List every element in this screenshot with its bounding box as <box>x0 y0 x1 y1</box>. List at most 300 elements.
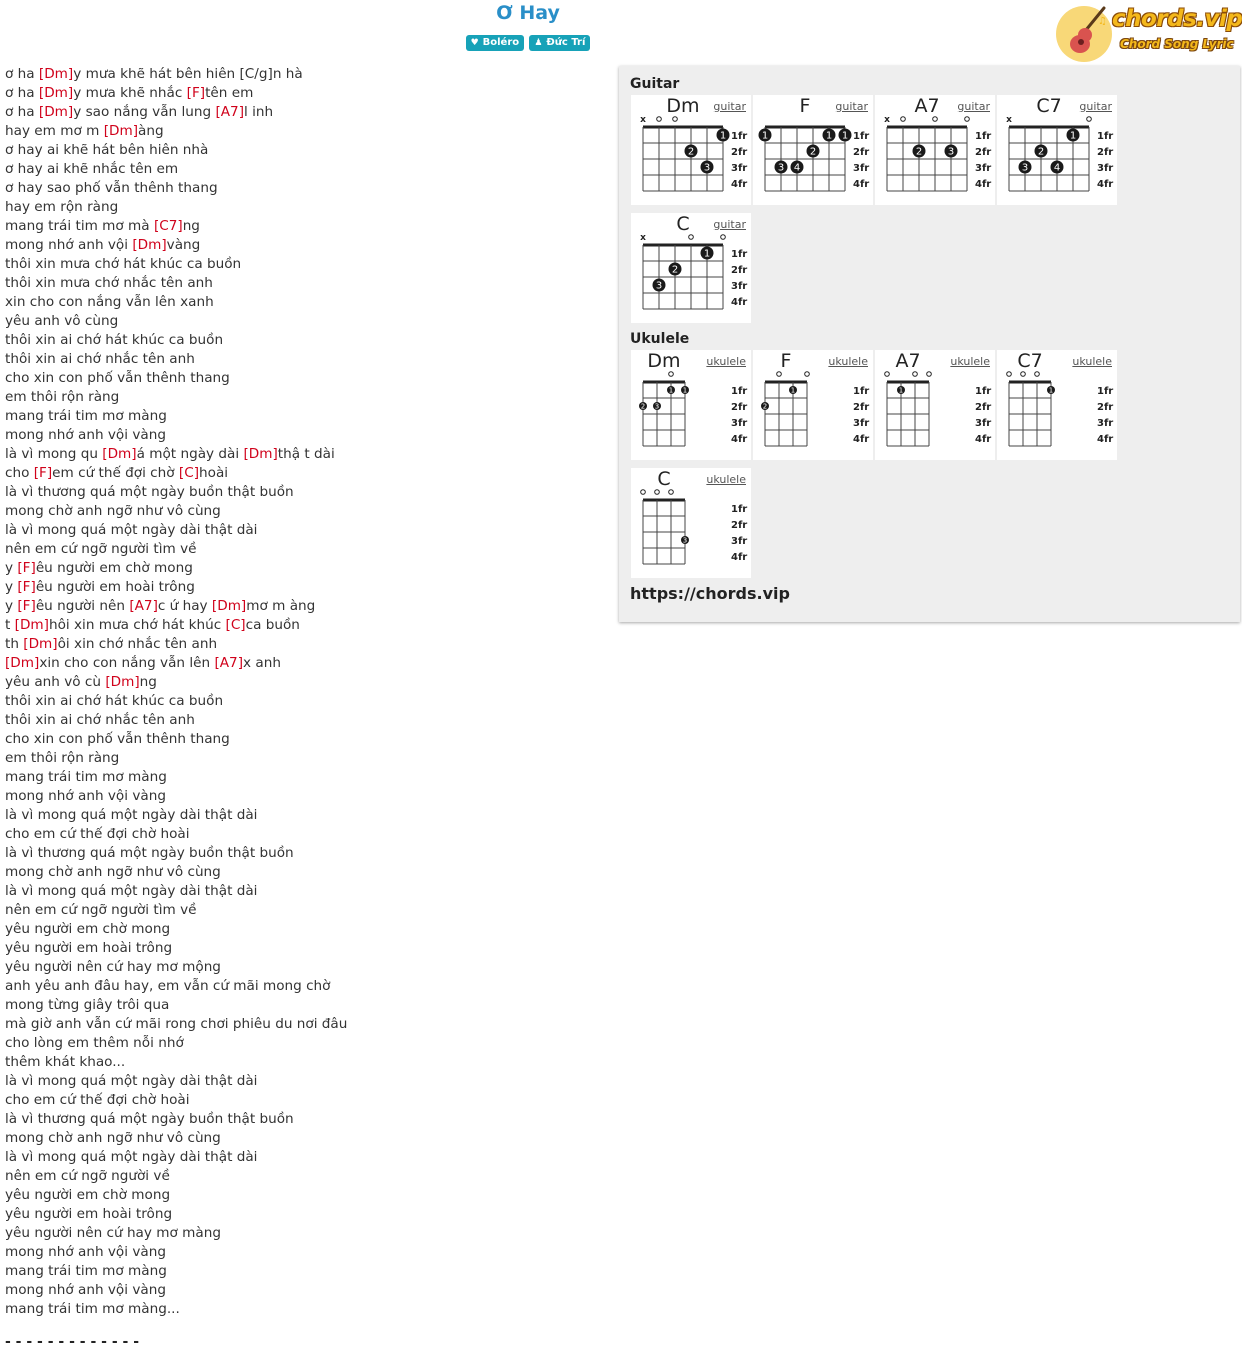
chord-marker[interactable]: [F] <box>17 560 36 576</box>
fret-label: 4fr <box>975 434 992 445</box>
logo-text: chords.vip <box>1112 6 1242 32</box>
lyric-text: á một ngày dài <box>136 446 244 462</box>
lyric-line <box>5 901 605 920</box>
lyric-line <box>5 483 605 502</box>
chord-name: C <box>676 213 690 235</box>
fret-label: 4fr <box>731 434 748 445</box>
chord-name: C <box>657 468 671 490</box>
open-string-marker <box>669 372 674 377</box>
finger-number: 1 <box>719 130 727 142</box>
lyric-text: thôi xin ai chớ nhắc tên anh <box>5 351 195 367</box>
lyric-line <box>5 179 605 198</box>
lyric-line <box>5 1129 605 1148</box>
lyric-text: yêu người em hoài trông <box>5 1206 173 1222</box>
lyric-text: tên em <box>205 85 254 101</box>
lyric-text: thêm khát khao... <box>5 1054 126 1070</box>
chord-marker[interactable]: [Dm] <box>243 446 278 462</box>
lyric-text: thôi xin ai chớ hát khúc ca buồn <box>5 332 224 348</box>
fret-label: 3fr <box>731 418 748 429</box>
lyric-text: àng <box>138 123 164 139</box>
fret-label: 4fr <box>731 179 748 190</box>
instrument-link[interactable]: ukulele <box>706 473 746 486</box>
finger-number: 2 <box>687 146 695 158</box>
lyric-line <box>5 502 605 521</box>
open-string-marker <box>901 117 906 122</box>
lyric-line <box>5 1281 605 1300</box>
lyric-line <box>5 255 605 274</box>
open-string-marker <box>721 235 726 240</box>
open-string-marker <box>1087 117 1092 122</box>
lyric-text: mang trái tim mơ màng... <box>5 1301 180 1317</box>
fret-label: 2fr <box>731 520 748 531</box>
guitar-chord-card-c[interactable] <box>631 213 751 323</box>
lyric-line <box>5 312 605 331</box>
fret-label: 1fr <box>975 131 992 142</box>
finger-number: 3 <box>654 402 660 411</box>
lyric-text: nên em cứ ngỡ người về <box>5 1168 170 1184</box>
fret-label: 1fr <box>731 249 748 260</box>
lyric-text: yêu người em chờ mong <box>5 921 171 937</box>
lyric-text: cho <box>5 465 34 481</box>
fret-label: 3fr <box>1097 418 1114 429</box>
lyric-line <box>5 863 605 882</box>
guitar-icon <box>1054 2 1116 64</box>
lyric-line <box>5 1072 605 1091</box>
lyric-text: yêu người nên cứ hay mơ màng <box>5 1225 221 1241</box>
svg-text:♫: ♫ <box>1098 16 1107 27</box>
chord-name: F <box>780 350 792 372</box>
lyric-line <box>5 1015 605 1034</box>
lyric-text: y <box>5 560 18 576</box>
finger-number: 1 <box>1048 386 1054 395</box>
open-string-marker <box>669 490 674 495</box>
lyric-text: là vì mong quá một ngày dài thật dài <box>5 522 258 538</box>
finger-number: 1 <box>841 130 849 142</box>
lyric-text: mong nhớ anh vội vàng <box>5 1282 166 1298</box>
finger-number: 1 <box>898 386 904 395</box>
lyric-text: mong nhớ anh vội <box>5 237 133 253</box>
lyric-text: x anh <box>243 655 281 671</box>
lyric-text: c ứ hay <box>157 598 212 614</box>
lyric-line <box>5 806 605 825</box>
chord-marker[interactable]: [Dm] <box>14 617 49 633</box>
lyric-line <box>5 426 605 445</box>
fret-label: 2fr <box>853 402 870 413</box>
muted-string-marker: x <box>1006 115 1012 125</box>
finger-number: 3 <box>655 280 663 292</box>
finger-number: 2 <box>671 264 679 276</box>
genre-badge[interactable] <box>466 35 525 51</box>
lyric-line <box>5 787 605 806</box>
chord-marker[interactable]: [A7] <box>214 655 244 671</box>
lyrics-content <box>5 65 605 1319</box>
fret-label: 3fr <box>975 418 992 429</box>
lyric-line <box>5 749 605 768</box>
instrument-link[interactable]: ukulele <box>1072 355 1112 368</box>
lyric-line <box>5 711 605 730</box>
lyric-text: mong chờ anh ngỡ như vô cùng <box>5 864 221 880</box>
lyric-text: mong nhớ anh vội vàng <box>5 427 166 443</box>
lyric-line <box>5 920 605 939</box>
lyric-text: nên em cứ ngỡ người tìm về <box>5 902 197 918</box>
lyric-text: t <box>5 617 15 633</box>
lyric-text: th <box>5 636 24 652</box>
lyric-line <box>5 331 605 350</box>
lyric-text: là vì mong quá một ngày dài thật dài <box>5 1149 258 1165</box>
lyric-text: là vì thương quá một ngày buồn thật buồn <box>5 1111 294 1127</box>
lyric-line <box>5 141 605 160</box>
lyric-line <box>5 103 605 122</box>
song-title: Ơ Hay <box>496 2 560 24</box>
chord-name: C7 <box>1017 350 1043 372</box>
lyric-line <box>5 635 605 654</box>
lyric-text: em thôi rộn ràng <box>5 389 120 405</box>
chord-marker[interactable]: [C] <box>225 617 246 633</box>
finger-number: 3 <box>703 162 711 174</box>
ukulele-chord-card-c[interactable] <box>631 468 751 578</box>
lyric-line <box>5 673 605 692</box>
lyric-text: ơ hay sao phố vẫn thênh thang <box>5 180 218 196</box>
lyric-text: cho em cứ thế đợi chờ hoài <box>5 826 190 842</box>
lyric-text: là vì mong qu <box>5 446 103 462</box>
lyric-text: anh yêu anh đâu hay, em vẫn cứ mãi mong chờ <box>5 978 331 994</box>
lyric-text: là vì thương quá một ngày buồn thật buồn <box>5 845 294 861</box>
lyric-line <box>5 654 605 673</box>
lyric-line <box>5 369 605 388</box>
ukulele-chord-card-c7[interactable] <box>997 350 1117 460</box>
lyric-text: xin cho con nắng vẫn lên xanh <box>5 294 214 310</box>
fret-label: 4fr <box>853 179 870 190</box>
lyric-text: mong chờ anh ngỡ như vô cùng <box>5 1130 221 1146</box>
lyric-text: mơ m àng <box>246 598 316 614</box>
fret-label: 3fr <box>1097 163 1114 174</box>
fret-label: 2fr <box>731 402 748 413</box>
lyric-line <box>5 578 605 597</box>
lyric-text: thôi xin mưa chớ hát khúc ca buồn <box>5 256 242 272</box>
lyric-text: mong chờ anh ngỡ như vô cùng <box>5 503 221 519</box>
lyric-text: mang trái tim mơ màng <box>5 408 167 424</box>
lyric-text: mà giờ anh vẫn cứ mãi rong chơi phiêu du nơi đâu <box>5 1016 348 1032</box>
fret-label: 2fr <box>975 147 992 158</box>
chord-marker[interactable]: [Dm] <box>38 104 74 120</box>
lyric-text: n hà <box>272 66 303 82</box>
fret-label: 3fr <box>731 281 748 292</box>
lyric-line <box>5 540 605 559</box>
chord-marker[interactable]: [Dm] <box>211 598 247 614</box>
lyric-text: hay em mơ m <box>5 123 104 139</box>
open-string-marker <box>885 372 890 377</box>
chord-marker[interactable]: [Dm] <box>102 446 137 462</box>
open-string-marker <box>777 372 782 377</box>
lyric-line <box>5 198 605 217</box>
fret-label: 3fr <box>853 418 870 429</box>
chord-name: Dm <box>666 95 700 117</box>
fret-label: 1fr <box>1097 386 1114 397</box>
fret-label: 1fr <box>1097 131 1114 142</box>
lyric-line <box>5 464 605 483</box>
lyric-line <box>5 692 605 711</box>
lyric-line <box>5 84 605 103</box>
lyric-text: yêu anh vô cù <box>5 674 106 690</box>
lyric-line <box>5 597 605 616</box>
chord-name: A7 <box>914 95 940 117</box>
open-string-marker <box>655 490 660 495</box>
lyric-line <box>5 160 605 179</box>
lyric-line <box>5 388 605 407</box>
chord-marker[interactable]: [Dm] <box>132 237 167 253</box>
finger-number: 2 <box>640 402 646 411</box>
chord-name: C7 <box>1036 95 1062 117</box>
finger-number: 3 <box>777 162 785 174</box>
artist-badge[interactable] <box>529 35 590 51</box>
chord-marker[interactable]: [Dm] <box>103 123 139 139</box>
chord-marker[interactable]: [Dm] <box>38 66 74 82</box>
lyric-line <box>5 616 605 635</box>
fret-label: 4fr <box>975 179 992 190</box>
chord-marker[interactable]: [F] <box>186 85 206 101</box>
lyric-text: ơ hay ai khẽ nhắc tên em <box>5 161 179 177</box>
lyric-text: êu người nên <box>35 598 130 614</box>
open-string-marker <box>641 490 646 495</box>
ukulele-section-title: Ukulele <box>630 331 690 347</box>
lyric-line <box>5 1205 605 1224</box>
finger-number: 1 <box>761 130 769 142</box>
finger-number: 4 <box>1053 162 1061 174</box>
lyric-line <box>5 730 605 749</box>
lyric-line <box>5 217 605 236</box>
lyric-line <box>5 65 605 84</box>
lyric-text: là vì mong quá một ngày dài thật dài <box>5 883 258 899</box>
finger-number: 2 <box>762 402 768 411</box>
ukulele-chord-card-dm[interactable] <box>631 350 751 460</box>
lyric-text: nên em cứ ngỡ người tìm về <box>5 541 197 557</box>
muted-string-marker: x <box>640 233 646 243</box>
lyric-text: thậ t dài <box>277 446 335 462</box>
chord-marker[interactable]: [Dm] <box>38 85 74 101</box>
chord-marker[interactable]: [C] <box>178 465 200 481</box>
lyric-text: ng <box>182 218 200 234</box>
lyric-text: mang trái tim mơ màng <box>5 1263 167 1279</box>
guitar-chord-card-dm[interactable] <box>631 95 751 205</box>
instrument-link[interactable]: guitar <box>835 100 868 113</box>
finger-number: 1 <box>703 248 711 260</box>
fret-label: 4fr <box>731 297 748 308</box>
muted-string-marker: x <box>884 115 890 125</box>
lyric-text: ơ hay ai khẽ hát bên hiên nhà <box>5 142 209 158</box>
lyric-line <box>5 1186 605 1205</box>
lyric-line <box>5 977 605 996</box>
open-string-marker <box>657 117 662 122</box>
instrument-link[interactable]: guitar <box>957 100 990 113</box>
chord-marker[interactable]: [F] <box>17 579 36 595</box>
open-string-marker <box>673 117 678 122</box>
finger-number: 3 <box>1021 162 1029 174</box>
finger-number: 1 <box>682 386 688 395</box>
lyric-line <box>5 1300 605 1319</box>
ukulele-chord-card-f[interactable] <box>753 350 873 460</box>
chord-marker[interactable]: [Dm] <box>23 636 58 652</box>
chord-marker[interactable]: [Dm] <box>5 655 40 671</box>
fret-label: 2fr <box>731 265 748 276</box>
lyric-text: l inh <box>244 104 274 120</box>
fret-label: 3fr <box>975 163 992 174</box>
lyric-line <box>5 1167 605 1186</box>
lyric-line <box>5 407 605 426</box>
guitar-chord-card-a7[interactable] <box>875 95 995 205</box>
lyric-text: mong nhớ anh vội vàng <box>5 788 166 804</box>
lyric-text: cho lòng em thêm nỗi nhớ <box>5 1035 184 1051</box>
chord-name: Dm <box>647 350 681 372</box>
lyric-text: yêu người nên cứ hay mơ mộng <box>5 959 221 975</box>
guitar-chord-card-c7[interactable] <box>997 95 1117 205</box>
lyric-line <box>5 1034 605 1053</box>
open-string-marker <box>933 117 938 122</box>
lyric-text: là vì thương quá một ngày buồn thật buồn <box>5 484 294 500</box>
instrument-link[interactable]: guitar <box>713 100 746 113</box>
lyric-line <box>5 1110 605 1129</box>
lyric-line <box>5 1148 605 1167</box>
fret-label: 4fr <box>731 552 748 563</box>
lyric-text: yêu người em hoài trông <box>5 940 173 956</box>
lyric-text: là vì mong quá một ngày dài thật dài <box>5 807 258 823</box>
finger-number: 4 <box>793 162 801 174</box>
lyric-text: thôi xin ai chớ nhắc tên anh <box>5 712 195 728</box>
chord-marker[interactable]: [Dm] <box>105 674 140 690</box>
lyric-text: mong từng giây trôi qua <box>5 997 170 1013</box>
finger-number: 1 <box>790 386 796 395</box>
lyric-line <box>5 1262 605 1281</box>
finger-number: 3 <box>947 146 955 158</box>
instrument-link[interactable]: ukulele <box>706 355 746 368</box>
chord-name: A7 <box>895 350 921 372</box>
lyric-line <box>5 996 605 1015</box>
lyric-text: cho xin con phố vẫn thênh thang <box>5 370 230 386</box>
fret-label: 2fr <box>853 147 870 158</box>
lyric-line <box>5 559 605 578</box>
lyric-line <box>5 939 605 958</box>
user-icon: ♟ <box>534 38 543 48</box>
instrument-link[interactable]: ukulele <box>828 355 868 368</box>
lyric-text: ơ ha <box>5 104 39 120</box>
lyric-text: mong nhớ anh vội vàng <box>5 1244 166 1260</box>
lyric-text: hôi xin mưa chớ hát khúc <box>48 617 226 633</box>
chord-marker[interactable]: [A7] <box>215 104 244 120</box>
instrument-link[interactable]: guitar <box>713 218 746 231</box>
lyric-text: y mưa khẽ nhắc <box>73 85 187 101</box>
fret-label: 4fr <box>1097 179 1114 190</box>
lyric-text: thôi xin mưa chớ nhắc tên anh <box>5 275 213 291</box>
lyric-text: ng <box>139 674 157 690</box>
lyric-line <box>5 122 605 141</box>
open-string-marker <box>927 372 932 377</box>
finger-number: 2 <box>915 146 923 158</box>
lyric-text: y <box>5 598 18 614</box>
lyric-line <box>5 1243 605 1262</box>
lyric-text: thôi xin ai chớ hát khúc ca buồn <box>5 693 224 709</box>
finger-number: 1 <box>668 386 674 395</box>
lyric-line <box>5 274 605 293</box>
fret-label: 3fr <box>731 536 748 547</box>
logo-tagline: Chord Song Lyric <box>1120 37 1234 51</box>
open-string-marker <box>1021 372 1026 377</box>
song-badges <box>0 35 1056 51</box>
chord-diagram-panel <box>619 66 1240 622</box>
lyric-text: ôi xin chớ nhắc tên anh <box>57 636 218 652</box>
lyric-text: mang trái tim mơ mà <box>5 218 154 234</box>
finger-number: 2 <box>809 146 817 158</box>
fret-label: 1fr <box>731 386 748 397</box>
finger-number: 1 <box>1069 130 1077 142</box>
fret-label: 3fr <box>853 163 870 174</box>
lyric-text: [C/g] <box>239 66 273 82</box>
lyric-text: êu người em chờ mong <box>35 560 193 576</box>
lyric-line <box>5 293 605 312</box>
finger-number: 3 <box>682 536 688 545</box>
open-string-marker <box>1007 372 1012 377</box>
lyric-text: em cứ thế đợi chờ <box>52 465 179 481</box>
muted-string-marker: x <box>640 115 646 125</box>
lyric-line <box>5 521 605 540</box>
lyric-line <box>5 445 605 464</box>
lyric-line <box>5 236 605 255</box>
lyric-line <box>5 768 605 787</box>
finger-number: 2 <box>1037 146 1045 158</box>
lyric-text: y <box>5 579 18 595</box>
open-string-marker <box>913 372 918 377</box>
instrument-link[interactable]: guitar <box>1079 100 1112 113</box>
lyric-text: mang trái tim mơ màng <box>5 769 167 785</box>
lyric-text: êu người em hoài trông <box>35 579 195 595</box>
ukulele-chord-card-a7[interactable] <box>875 350 995 460</box>
lyric-text: hoài <box>199 465 229 481</box>
guitar-chord-card-f[interactable] <box>753 95 873 205</box>
chord-marker[interactable]: [F] <box>33 465 53 481</box>
fret-label: 4fr <box>1097 434 1114 445</box>
fret-label: 2fr <box>975 402 992 413</box>
open-string-marker <box>805 372 810 377</box>
lyric-line <box>5 825 605 844</box>
chord-marker[interactable]: [A7] <box>129 598 158 614</box>
site-url[interactable]: https://chords.vip <box>630 584 790 603</box>
lyric-text: yêu anh vô cùng <box>5 313 119 329</box>
lyric-line <box>5 882 605 901</box>
fret-label: 1fr <box>975 386 992 397</box>
open-string-marker <box>689 235 694 240</box>
lyric-line <box>5 1224 605 1243</box>
lyric-text: hay em rộn ràng <box>5 199 119 215</box>
fret-label: 2fr <box>1097 402 1114 413</box>
heart-icon: ♥ <box>470 38 479 48</box>
lyric-text: ơ ha <box>5 85 39 101</box>
lyric-line <box>5 958 605 977</box>
lyric-text: yêu người em chờ mong <box>5 1187 171 1203</box>
instrument-link[interactable]: ukulele <box>950 355 990 368</box>
fret-label: 1fr <box>731 131 748 142</box>
lyric-text: em thôi rộn ràng <box>5 750 120 766</box>
lyric-text: cho em cứ thế đợi chờ hoài <box>5 1092 190 1108</box>
lyric-line <box>5 1091 605 1110</box>
open-string-marker <box>1035 372 1040 377</box>
lyric-text: ơ ha <box>5 66 39 82</box>
cropped-footer-text: - - - - - - - - - - - - - <box>5 1334 140 1350</box>
fret-label: 1fr <box>853 386 870 397</box>
chord-marker[interactable]: [F] <box>17 598 36 614</box>
fret-label: 1fr <box>853 131 870 142</box>
chord-marker[interactable]: [C7] <box>153 218 183 234</box>
site-logo[interactable] <box>1054 2 1242 64</box>
fret-label: 1fr <box>731 504 748 515</box>
lyric-text: xin cho con nắng vẫn lên <box>39 655 215 671</box>
